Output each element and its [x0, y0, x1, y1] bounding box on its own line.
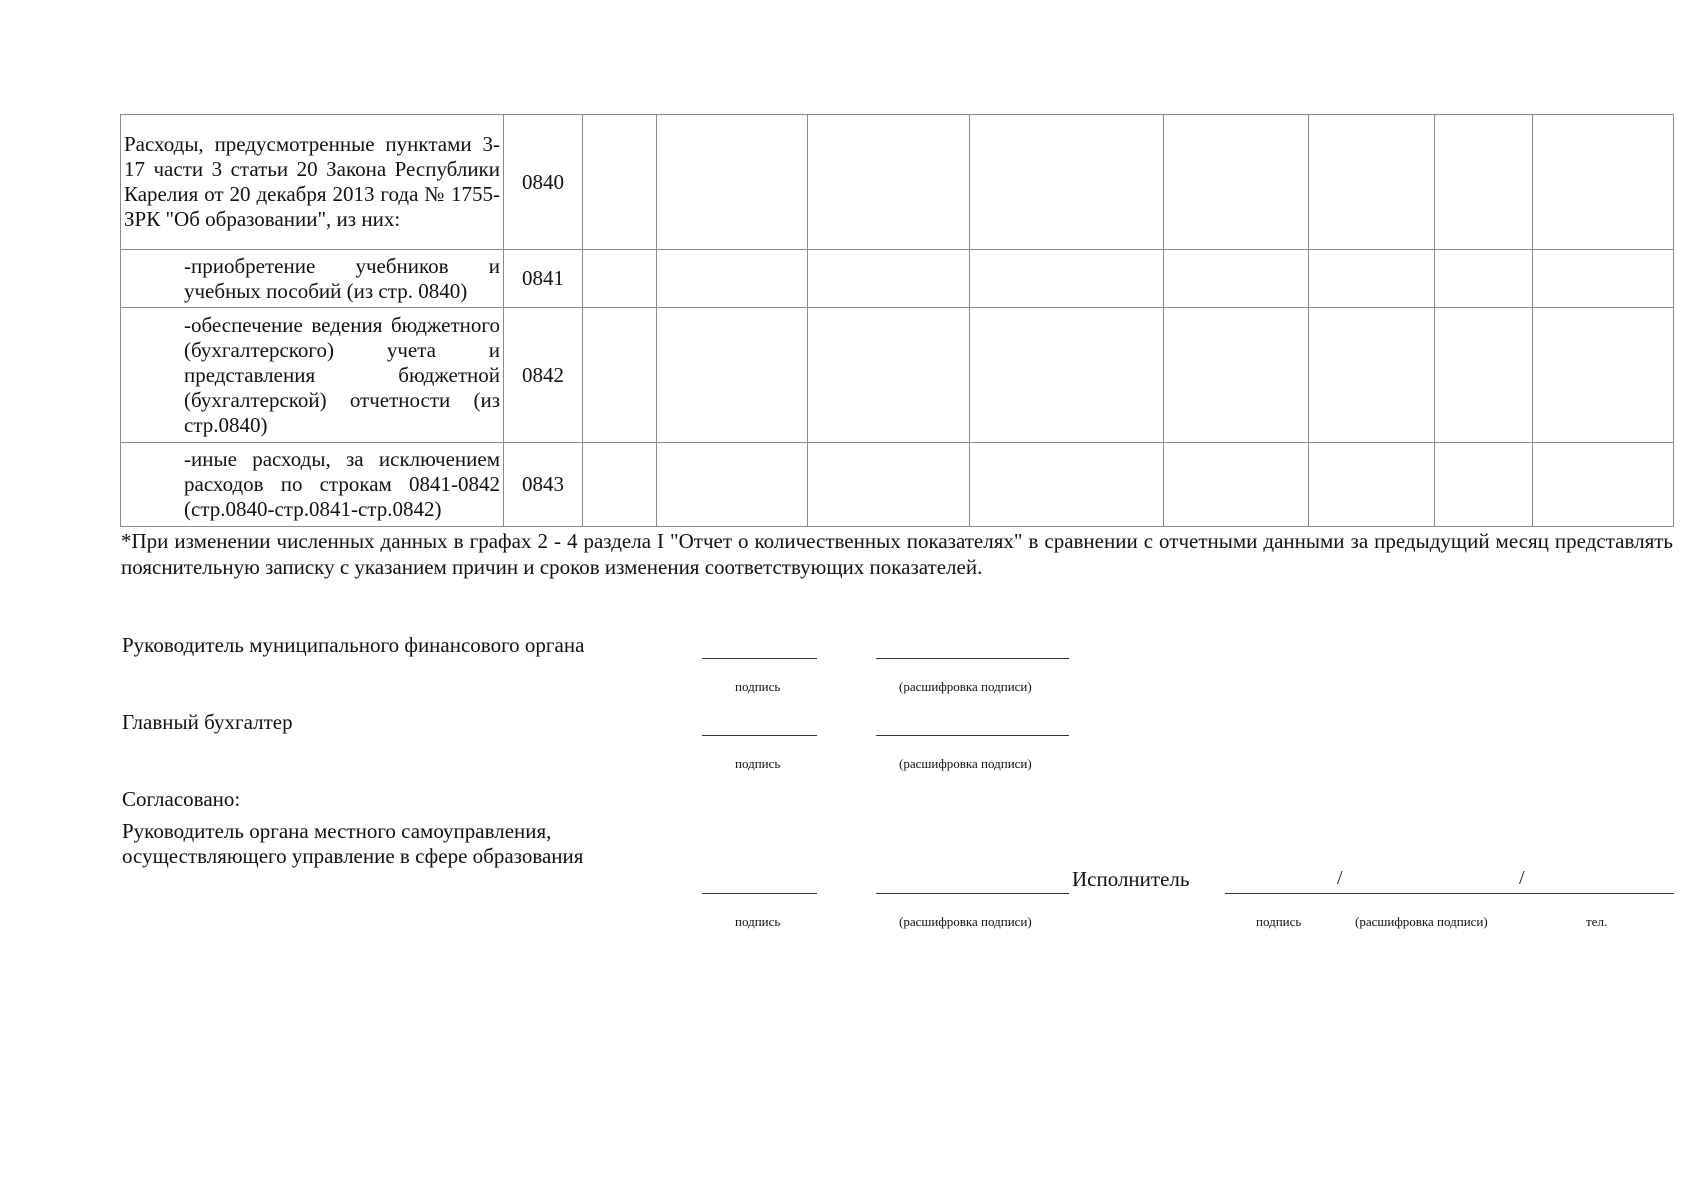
- data-cell: [1435, 250, 1533, 308]
- footnote: *При изменении численных данных в графах 2 - 4 раздела I "Отчет о количественных показателях" в сравнении с отчетными данными за предыдущий месяц представлять пояснительную записку с указанием причин и сроков изменения соответствующих показателей.: [121, 529, 1673, 579]
- signature-line: [702, 893, 817, 894]
- data-cell: [808, 443, 970, 527]
- data-cell: [1164, 115, 1309, 250]
- head-financial-label: Руководитель муниципального финансового органа: [122, 633, 585, 657]
- data-cell: [970, 443, 1164, 527]
- executor-decoding-caption: (расшифровка подписи): [1355, 914, 1488, 929]
- data-cell: [808, 115, 970, 250]
- executor-signature-caption: подпись: [1256, 914, 1302, 929]
- data-cell: [583, 115, 657, 250]
- row-description: Расходы, предусмотренные пунктами 3-17 части 3 статьи 20 Закона Республики Карелия от 20 декабря 2013 года № 1755-ЗРК "Об образовании", из них:: [121, 115, 504, 250]
- agreed-label: Согласовано:: [122, 787, 241, 811]
- chief-accountant-label: Главный бухгалтер: [122, 710, 293, 734]
- row-description: -обеспечение ведения бюджетного (бухгалтерского) учета и представления бюджетной (бухгалтерской) отчетности (из стр.0840): [121, 308, 504, 443]
- data-cell: [657, 443, 808, 527]
- data-cell: [1164, 443, 1309, 527]
- signature-line: [702, 735, 817, 736]
- executor-label: Исполнитель: [1072, 867, 1190, 891]
- decoding-caption: (расшифровка подписи): [899, 914, 1032, 929]
- row-code: 0840: [504, 115, 583, 250]
- executor-phone-caption: тел.: [1586, 914, 1608, 929]
- signature-caption: подпись: [735, 679, 781, 694]
- data-cell: [808, 308, 970, 443]
- head-education-label-line2: осуществляющего управление в сфере образования: [122, 844, 584, 868]
- data-cell: [583, 443, 657, 527]
- table-row: [121, 443, 1674, 527]
- decoding-caption: (расшифровка подписи): [899, 756, 1032, 771]
- data-cell: [970, 308, 1164, 443]
- data-cell: [1164, 250, 1309, 308]
- row-code: 0843: [504, 443, 583, 527]
- table-row: [121, 308, 1674, 443]
- row-code: 0842: [504, 308, 583, 443]
- data-cell: [1533, 250, 1674, 308]
- data-cell: [1435, 115, 1533, 250]
- data-cell: [1435, 308, 1533, 443]
- data-cell: [657, 250, 808, 308]
- data-cell: [1533, 308, 1674, 443]
- data-cell: [1435, 443, 1533, 527]
- row-description: -иные расходы, за исключением расходов по строкам 0841-0842 (стр.0840-стр.0841-стр.0842): [121, 443, 504, 527]
- data-cell: [1533, 443, 1674, 527]
- decoding-line: [876, 735, 1069, 736]
- row-description: -приобретение учебников и учебных пособий (из стр. 0840): [121, 250, 504, 308]
- data-cell: [1309, 115, 1435, 250]
- data-cell: [1309, 443, 1435, 527]
- head-education-label-line1: Руководитель органа местного самоуправления,: [122, 819, 552, 843]
- table-row: [121, 115, 1674, 250]
- data-cell: [583, 308, 657, 443]
- decoding-line: [876, 893, 1069, 894]
- signature-line: [702, 658, 817, 659]
- data-cell: [657, 115, 808, 250]
- report-table: [120, 114, 1674, 527]
- data-cell: [1164, 308, 1309, 443]
- data-cell: [1309, 308, 1435, 443]
- data-cell: [970, 115, 1164, 250]
- data-cell: [970, 250, 1164, 308]
- separator-slash: /: [1519, 867, 1525, 889]
- separator-slash: /: [1337, 867, 1343, 889]
- decoding-line: [876, 658, 1069, 659]
- signature-caption: подпись: [735, 914, 781, 929]
- table-row: [121, 250, 1674, 308]
- data-cell: [657, 308, 808, 443]
- data-cell: [583, 250, 657, 308]
- data-cell: [1533, 115, 1674, 250]
- row-code: 0841: [504, 250, 583, 308]
- decoding-caption: (расшифровка подписи): [899, 679, 1032, 694]
- data-cell: [808, 250, 970, 308]
- signature-caption: подпись: [735, 756, 781, 771]
- executor-line: [1225, 893, 1674, 894]
- data-cell: [1309, 250, 1435, 308]
